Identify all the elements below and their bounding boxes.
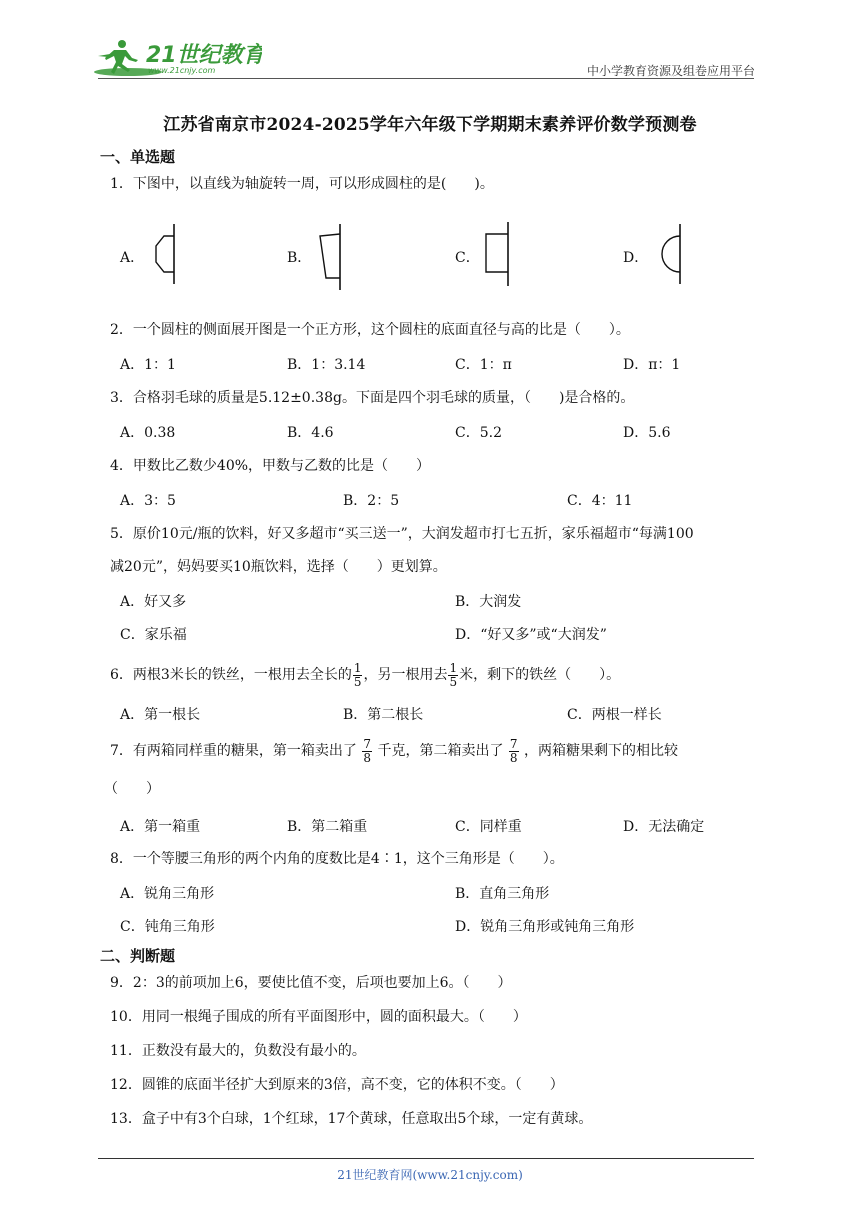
question-8-text: 8．一个等腰三角形的两个内角的度数比是4∶1，这个三角形是（ ）。 xyxy=(110,851,564,867)
q7-option-d: D．无法确定 xyxy=(623,819,705,835)
q7-text-part-2: 千克，第二箱卖出了 xyxy=(377,743,504,759)
q6-fraction-1-denominator: 5 xyxy=(353,674,362,689)
q7-fraction-1-numerator: 7 xyxy=(363,736,371,751)
q7-fraction-1 xyxy=(362,738,372,765)
q6-option-c: C．两根一样长 xyxy=(567,707,662,723)
q2-option-b: B．1：3.14 xyxy=(287,357,366,373)
q3-option-a: A．0.38 xyxy=(120,425,176,441)
q5-option-d: D．“好又多”或“大润发” xyxy=(455,627,607,643)
q1-figure-a-trapezoid xyxy=(150,222,190,288)
q1-figure-d-semicircle xyxy=(650,222,690,288)
question-2-text: 2．一个圆柱的侧面展开图是一个正方形，这个圆柱的底面直径与高的比是（ ）。 xyxy=(110,322,630,338)
q7-fraction-2 xyxy=(509,738,519,765)
q8-option-a: A．锐角三角形 xyxy=(120,886,215,902)
question-5-line-1: 5．原价10元/瓶的饮料，好又多超市“买三送一”，大润发超市打七五折，家乐福超市“每满100 xyxy=(110,526,694,542)
q8-option-d: D．锐角三角形或钝角三角形 xyxy=(455,919,635,935)
q6-option-a: A．第一根长 xyxy=(120,707,201,723)
q6-fraction-1-numerator: 1 xyxy=(353,660,362,675)
question-5-line-2: 减20元”，妈妈要买10瓶饮料，选择（ ）更划算。 xyxy=(110,559,447,575)
question-3-text: 3．合格羽毛球的质量是5.12±0.38g。下面是四个羽毛球的质量，（ )是合格的。 xyxy=(110,390,635,406)
q1-figure-c-rectangle xyxy=(480,220,520,290)
q6-option-b: B．第二根长 xyxy=(343,707,424,723)
question-13-text: 13．盒子中有3个白球，1个红球，17个黄球，任意取出5个球，一定有黄球。 xyxy=(110,1111,593,1127)
q6-fraction-2 xyxy=(448,662,458,689)
q1-figure-b-trapezoid xyxy=(312,222,352,292)
q3-option-b: B．4.6 xyxy=(287,425,334,441)
q7-text-part-1: 7．有两箱同样重的糖果，第一箱卖出了 xyxy=(110,743,357,759)
q3-option-d: D．5.6 xyxy=(623,425,671,441)
q6-text-part-1: 6．两根3米长的铁丝，一根用去全长的 xyxy=(110,667,352,683)
question-6-text xyxy=(110,660,770,690)
q4-option-a: A．3：5 xyxy=(120,493,176,509)
header-tagline: 中小学教育资源及组卷应用平台 xyxy=(586,64,755,78)
q3-option-c: C．5.2 xyxy=(455,425,502,441)
q8-option-c: C．钝角三角形 xyxy=(120,919,215,935)
section-heading-true-false: 二、判断题 xyxy=(100,947,176,965)
q1-option-c-label: C． xyxy=(455,250,480,266)
q7-option-b: B．第二箱重 xyxy=(287,819,368,835)
q2-option-c: C．1：π xyxy=(455,357,512,373)
question-1-text: 1．下图中，以直线为轴旋转一周，可以形成圆柱的是( )。 xyxy=(110,176,494,192)
q1-option-b-label: B． xyxy=(287,250,312,266)
q6-fraction-1 xyxy=(353,662,363,689)
footer-divider xyxy=(98,1158,754,1159)
runner-logo-icon xyxy=(92,36,262,80)
document-title: 江苏省南京市2024-2025学年六年级下学期期末素养评价数学预测卷 xyxy=(163,115,697,135)
q6-text-part-2: ，另一根用去 xyxy=(363,667,448,683)
logo-subtext: www.21cnjy.com xyxy=(148,66,216,75)
site-logo xyxy=(92,36,262,80)
q7-fraction-2-numerator: 7 xyxy=(509,736,518,751)
q4-option-b: B．2：5 xyxy=(343,493,400,509)
footer-site-link[interactable]: 21世纪教育网(www.21cnjy.com) xyxy=(337,1168,523,1182)
q7-text-part-3: ，两箱糖果剩下的相比较 xyxy=(524,743,678,759)
header-divider xyxy=(98,78,754,79)
q7-option-c: C．同样重 xyxy=(455,819,522,835)
q7-option-a: A．第一箱重 xyxy=(120,819,201,835)
q1-option-d-label: D． xyxy=(623,250,649,266)
q6-fraction-2-denominator: 5 xyxy=(449,674,458,689)
logo-text: 21世纪教育 xyxy=(146,43,262,68)
q2-option-d: D．π：1 xyxy=(623,357,681,373)
q7-fraction-1-denominator: 8 xyxy=(363,750,371,765)
q6-text-part-3: 米，剩下的铁丝（ ）。 xyxy=(459,667,621,683)
q5-option-c: C．家乐福 xyxy=(120,627,187,643)
question-7-line-2: （ ） xyxy=(104,781,160,797)
q2-option-a: A．1：1 xyxy=(120,357,176,373)
question-4-text: 4．甲数比乙数少40%，甲数与乙数的比是（ ） xyxy=(110,458,431,474)
question-10-text: 10．用同一根绳子围成的所有平面图形中，圆的面积最大。（ ） xyxy=(110,1009,527,1025)
q8-option-b: B．直角三角形 xyxy=(455,886,550,902)
q1-option-a-label: A． xyxy=(120,250,145,266)
question-9-text: 9．2：3的前项加上6，要使比值不变，后项也要加上6。（ ） xyxy=(110,975,512,991)
section-heading-single-choice: 一、单选题 xyxy=(100,148,176,166)
q4-option-c: C．4：11 xyxy=(567,493,633,509)
question-12-text: 12．圆锥的底面半径扩大到原来的3倍，高不变，它的体积不变。（ ） xyxy=(110,1077,564,1093)
q5-option-b: B．大润发 xyxy=(455,594,522,610)
q5-option-a: A．好又多 xyxy=(120,594,187,610)
question-11-text: 11．正数没有最大的，负数没有最小的。 xyxy=(110,1043,366,1059)
q7-fraction-2-denominator: 8 xyxy=(509,750,518,765)
question-7-text xyxy=(110,736,770,766)
q6-fraction-2-numerator: 1 xyxy=(449,660,458,675)
